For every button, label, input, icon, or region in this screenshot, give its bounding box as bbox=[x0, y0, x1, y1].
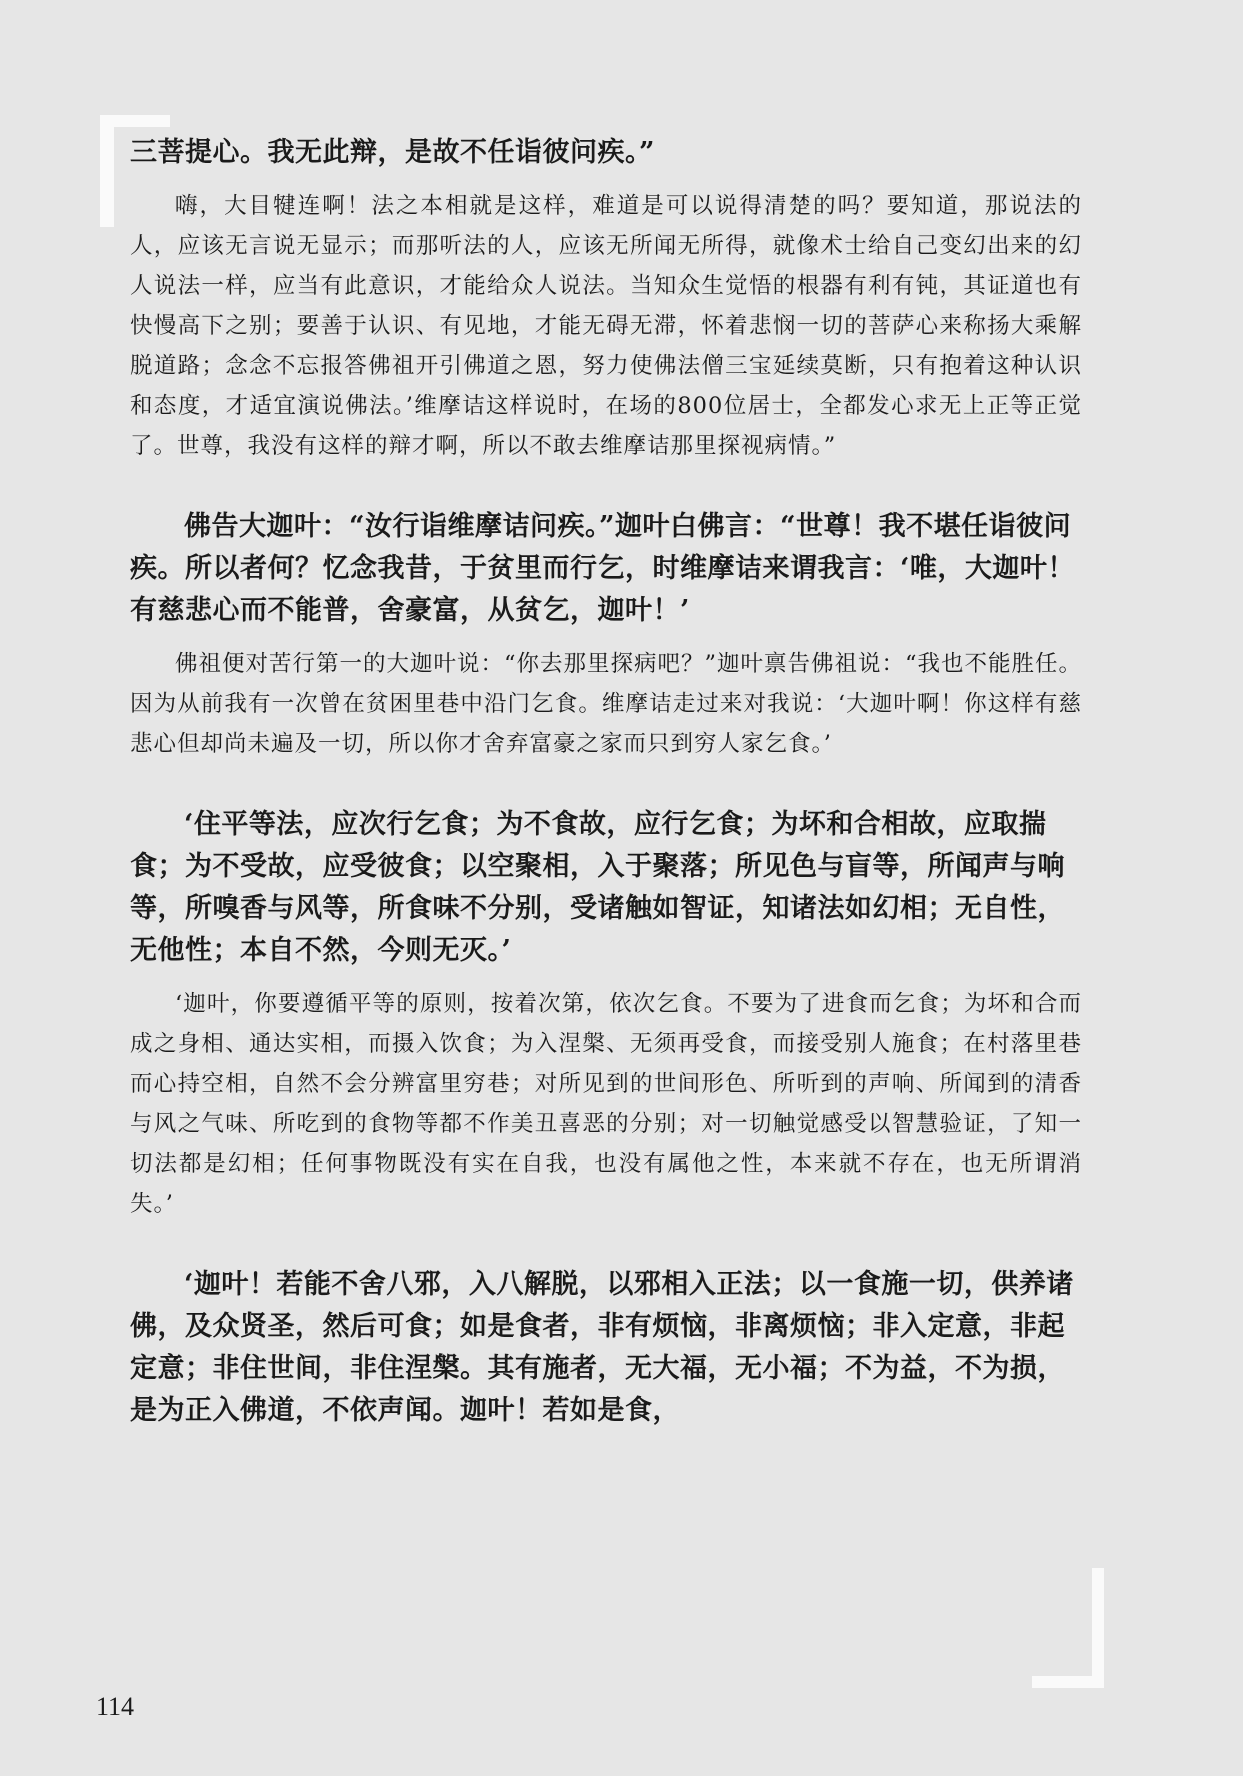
original-text-block: ‘迦叶！若能不舍八邪，入八解脱，以邪相入正法；以一食施一切，供养诸佛，及众贤圣，然后可食；如是食者，非有烦恼，非离烦恼；非入定意，非起定意；非住世间，非住涅槃。其有施者，无大福，无小福；不为益，不为损，是为正入佛道，不依声闻。迦叶！若如是食， bbox=[130, 1269, 1074, 1426]
corner-mark-bottom-right-vertical bbox=[1092, 1568, 1104, 1688]
corner-mark-bottom-right-horizontal bbox=[1032, 1676, 1104, 1688]
original-text-block: 佛告大迦叶：“汝行诣维摩诘问疾。”迦叶白佛言：“世尊！我不堪任诣彼问疾。所以者何？忆念我昔，于贫里而行乞，时维摩诘来谓我言：‘唯，大迦叶！有慈悲心而不能普，舍豪富，从贫乞，迦叶！’ bbox=[130, 511, 1075, 626]
original-text-block: 三菩提心。我无此辩，是故不任诣彼问疾。” bbox=[130, 137, 656, 168]
page-content bbox=[130, 132, 1082, 1432]
corner-mark-top-left-horizontal bbox=[100, 115, 170, 127]
translation-text-block: 嗨，大目犍连啊！法之本相就是这样，难道是可以说得清楚的吗？要知道，那说法的人，应该无言说无显示；而那听法的人，应该无所闻无所得，就像术士给自己变幻出来的幻人说法一样，应当有此意识，才能给众人说法。当知众生觉悟的根器有利有钝，其证道也有快慢高下之别；要善于认识、有见地，才能无碍无滞，怀着悲悯一切的菩萨心来称扬大乘解脱道路；念念不忘报答佛祖开引佛道之恩，努力使佛法僧三宝延续莫断，只有抱着这种认识和态度，才适宜演说佛法。’维摩诘这样说时，在场的800位居士，全都发心求无上正等正觉了。世尊，我没有这样的辩才啊，所以不敢去维摩诘那里探视病情。” bbox=[130, 193, 1082, 459]
page-number: 114 bbox=[96, 1692, 135, 1721]
translation-text-block: ‘迦叶，你要遵循平等的原则，按着次第，依次乞食。不要为了进食而乞食；为坏和合而成之身相、通达实相，而摄入饮食；为入涅槃、无须再受食，而接受别人施食；在村落里巷而心持空相，自然不会分辨富里穷巷；对所见到的世间形色、所听到的声响、所闻到的清香与风之气味、所吃到的食物等都不作美丑喜恶的分别；对一切触觉感受以智慧验证，了知一切法都是幻相；任何事物既没有实在自我，也没有属他之性，本来就不存在，也无所谓消失。’ bbox=[130, 991, 1082, 1217]
translation-text-block: 佛祖便对苦行第一的大迦叶说：“你去那里探病吧？”迦叶禀告佛祖说：“我也不能胜任。因为从前我有一次曾在贫困里巷中沿门乞食。维摩诘走过来对我说：‘大迦叶啊！你这样有慈悲心但却尚未遍及一切，所以你才舍弃富豪之家而只到穷人家乞食。’ bbox=[130, 651, 1083, 757]
original-text-block: ‘住平等法，应次行乞食；为不食故，应行乞食；为坏和合相故，应取揣食；为不受故，应受彼食；以空聚相，入于聚落；所见色与盲等，所闻声与响等，所嗅香与风等，所食味不分别，受诸触如智证，知诸法如幻相；无自性，无他性；本自不然，今则无灭。’ bbox=[130, 809, 1065, 966]
corner-mark-top-left-vertical bbox=[100, 115, 114, 227]
